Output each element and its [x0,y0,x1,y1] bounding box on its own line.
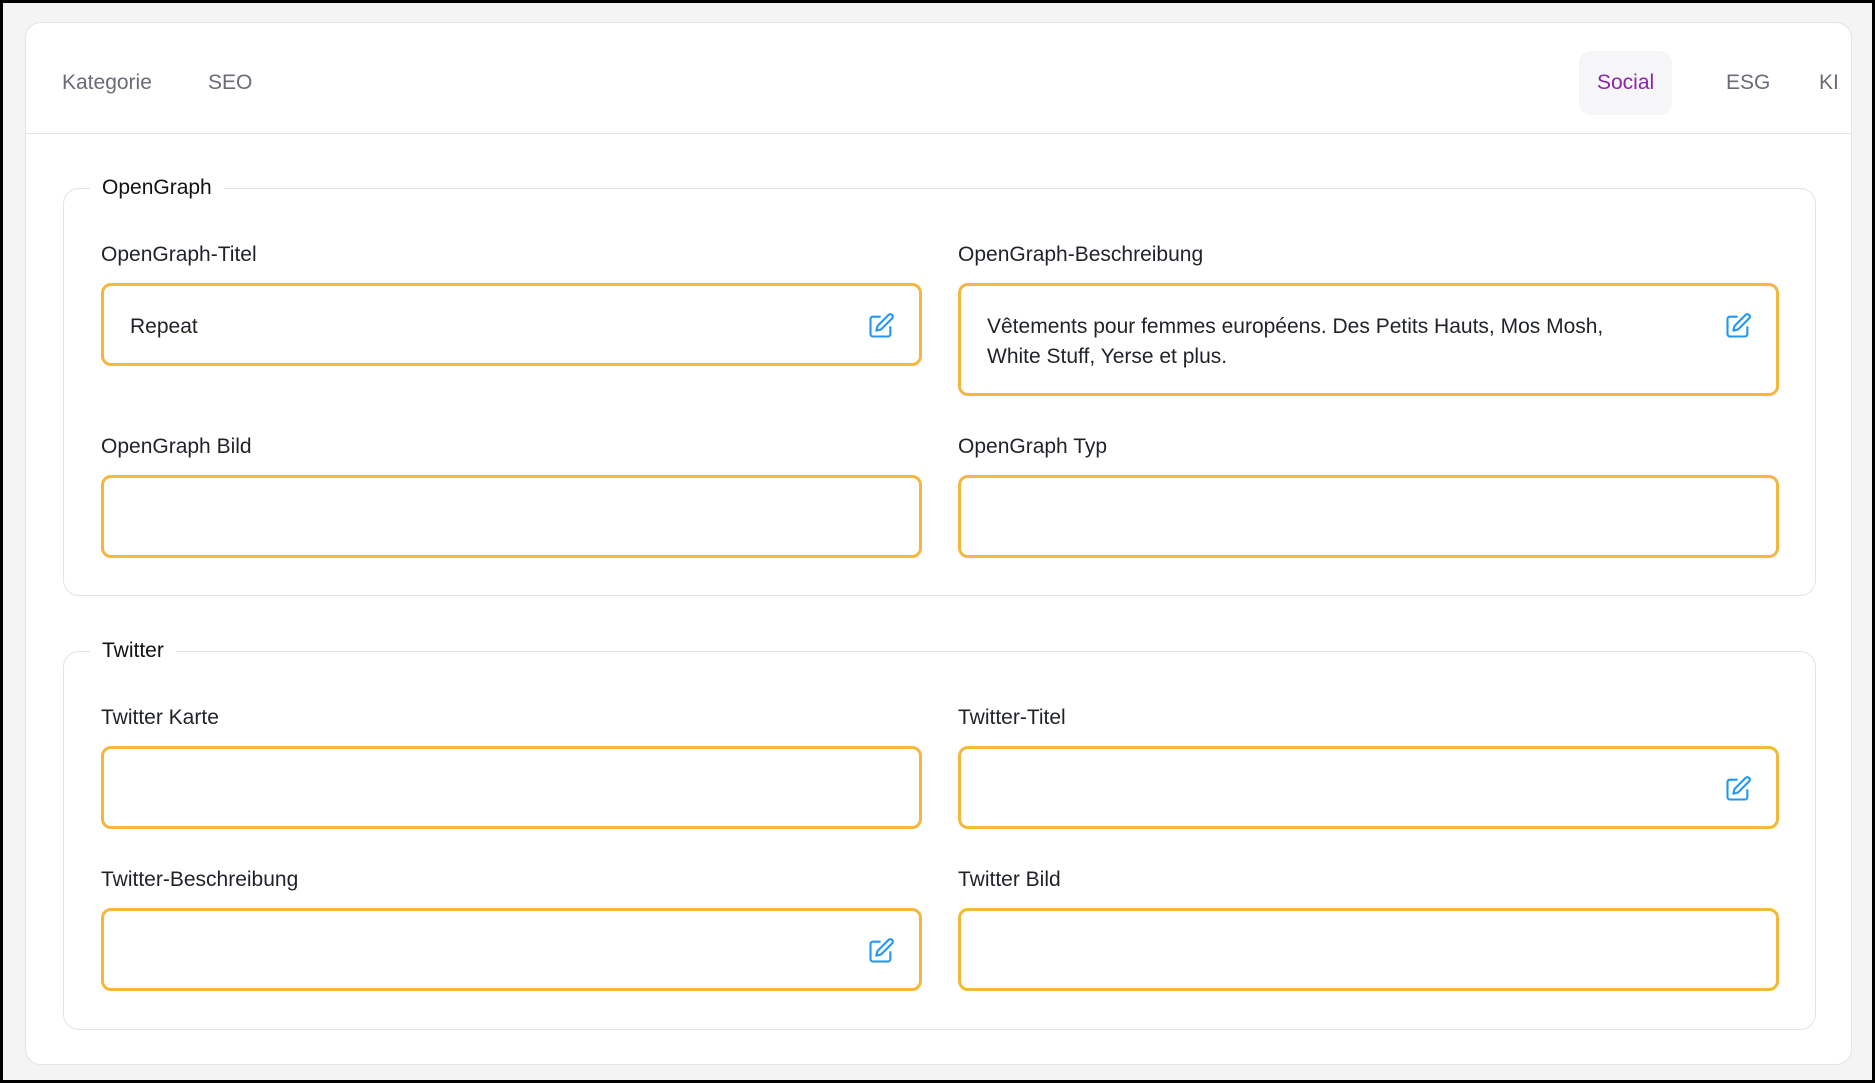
twitter-title-field[interactable] [958,746,1779,829]
edit-icon[interactable] [867,937,895,965]
twitter-description-label: Twitter-Beschreibung [101,868,299,891]
opengraph-image-label: OpenGraph Bild [101,435,252,458]
twitter-legend: Twitter [90,634,176,668]
opengraph-description-label: OpenGraph-Beschreibung [958,243,1204,266]
tab-seo[interactable]: SEO [208,71,253,94]
twitter-section [63,639,1816,1030]
opengraph-image-field[interactable] [101,475,922,558]
twitter-image-label: Twitter Bild [958,868,1061,891]
tab-social[interactable]: Social [1579,51,1672,115]
tab-bar [26,23,1851,134]
settings-card [25,22,1852,1065]
opengraph-description-value: Vêtements pour femmes européens. Des Petits Hauts, Mos Mosh, White Stuff, Yerse et plus. [987,315,1604,368]
edit-icon[interactable] [867,312,895,340]
tab-esg[interactable]: ESG [1726,71,1771,94]
twitter-card-label: Twitter Karte [101,706,219,729]
twitter-description-field[interactable] [101,908,922,991]
opengraph-title-value: Repeat [130,315,198,338]
tab-kategorie[interactable]: Kategorie [62,71,152,94]
opengraph-title-field[interactable] [101,283,922,366]
tab-ki[interactable]: KI [1819,71,1839,94]
opengraph-section [63,176,1816,596]
edit-icon[interactable] [1724,312,1752,340]
opengraph-title-label: OpenGraph-Titel [101,243,257,266]
edit-icon[interactable] [1724,775,1752,803]
opengraph-legend: OpenGraph [90,171,224,205]
twitter-title-label: Twitter-Titel [958,706,1066,729]
opengraph-type-label: OpenGraph Typ [958,435,1108,458]
opengraph-description-field[interactable] [958,283,1779,396]
opengraph-type-field[interactable] [958,475,1779,558]
twitter-image-field[interactable] [958,908,1779,991]
twitter-card-field[interactable] [101,746,922,829]
